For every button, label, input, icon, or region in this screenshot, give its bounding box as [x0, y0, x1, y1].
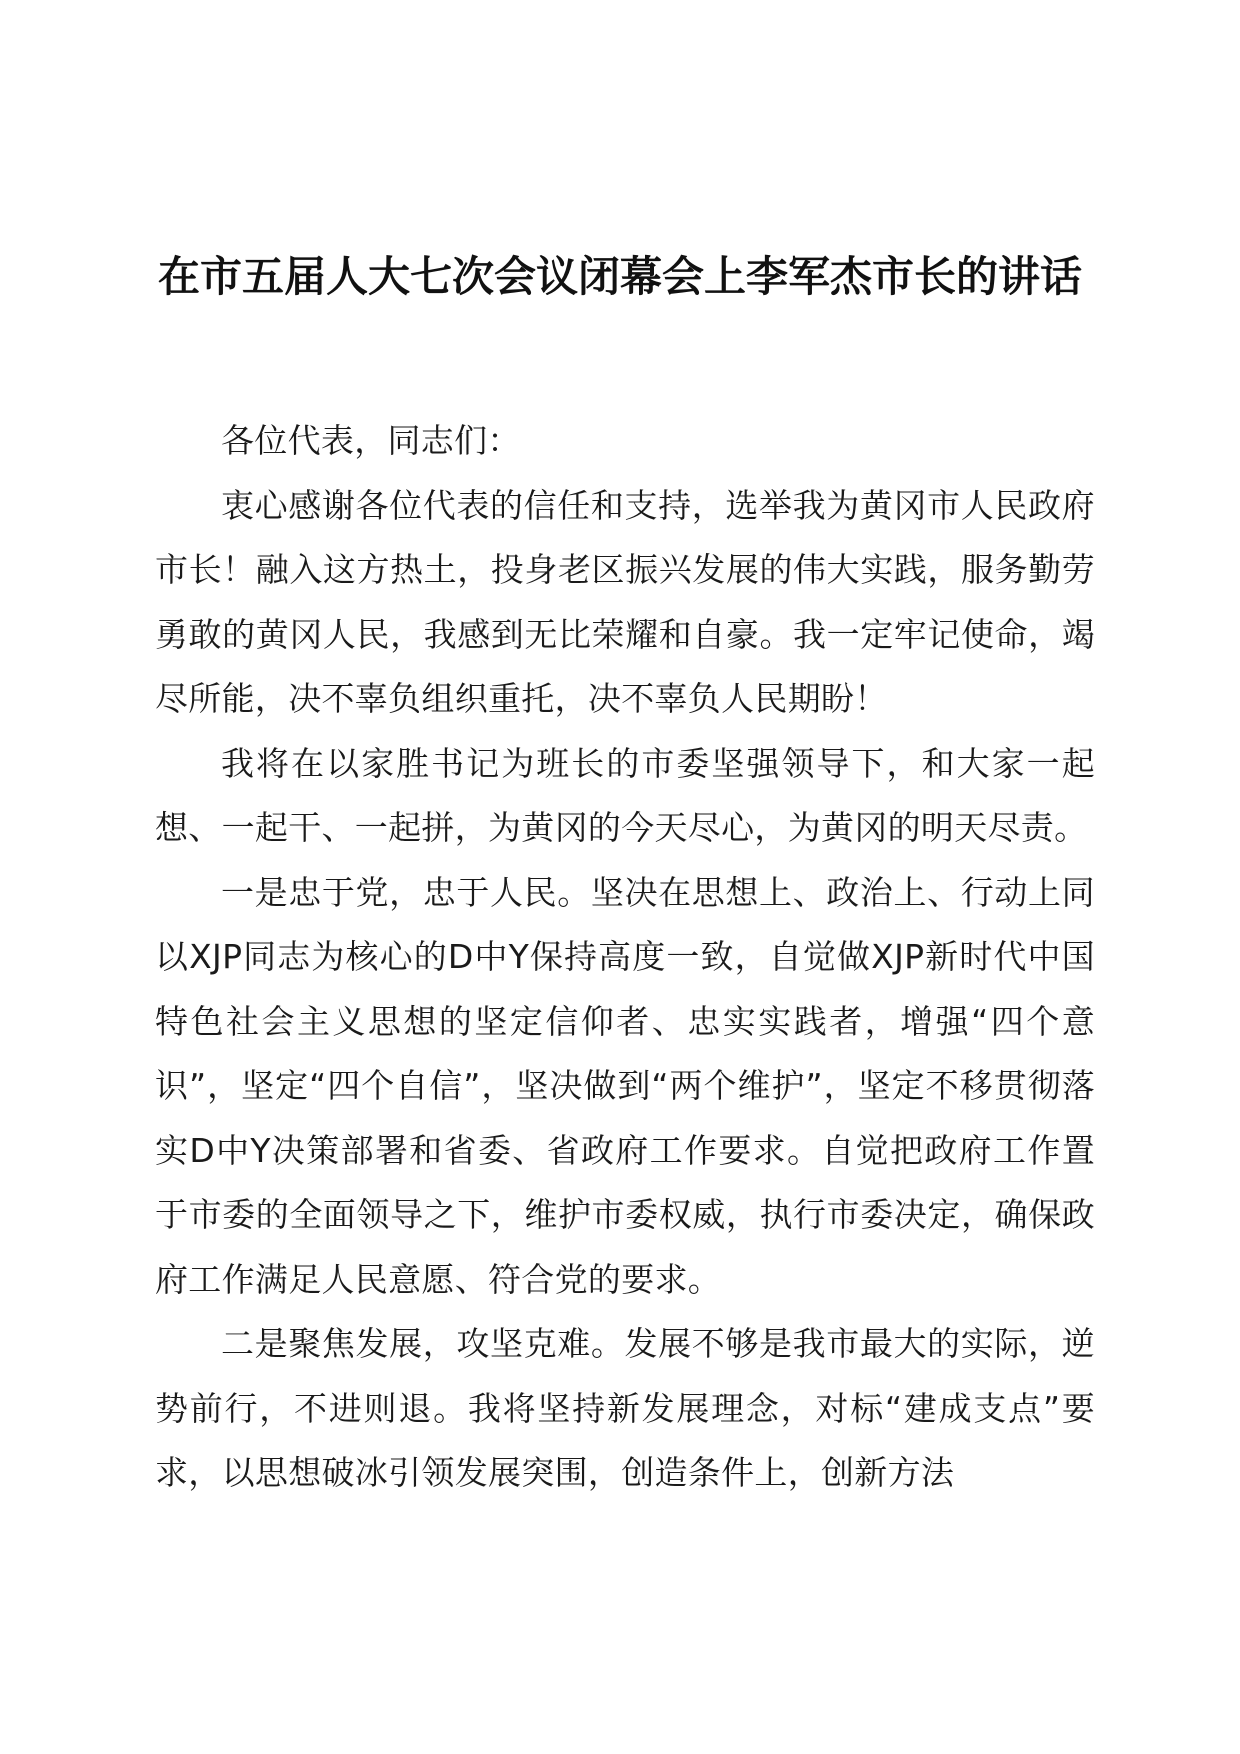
document-body: [155, 409, 1095, 1506]
body-paragraph: 我将在以家胜书记为班长的市委坚强领导下，和大家一起想、一起干、一起拼，为黄冈的今天尽心，为黄冈的明天尽责。: [155, 743, 1095, 847]
document-title: 在市五届人大七次会议闭幕会上李军杰市长的讲话: [157, 252, 1082, 301]
body-paragraph: 衷心感谢各位代表的信任和支持，选举我为黄冈市人民政府市长！融入这方热土，投身老区振兴发展的伟大实践，服务勤劳勇敢的黄冈人民，我感到无比荣耀和自豪。我一定牢记使命，竭尽所能，决不辜负组织重托，决不辜负人民期盼！: [155, 485, 1095, 718]
body-paragraph: 二是聚焦发展，攻坚克难。发展不够是我市最大的实际，逆势前行，不进则退。我将坚持新发展理念，对标“建成支点”要求，以思想破冰引领发展突围，创造条件上，创新方法: [155, 1324, 1095, 1492]
salutation-paragraph: 各位代表，同志们：: [221, 421, 521, 460]
body-paragraph: 一是忠于党，忠于人民。坚决在思想上、政治上、行动上同以XJP同志为核心的D中Y保持高度一致，自觉做XJP新时代中国特色社会主义思想的坚定信仰者、忠实实践者，增强“四个意识”，坚定“四个自信”，坚决做到“两个维护”，坚定不移贯彻落实D中Y决策部署和省委、省政府工作要求。自觉把政府工作置于市委的全面领导之下，维护市委权威，执行市委决定，确保政府工作满足人民意愿、符合党的要求。: [155, 872, 1095, 1299]
